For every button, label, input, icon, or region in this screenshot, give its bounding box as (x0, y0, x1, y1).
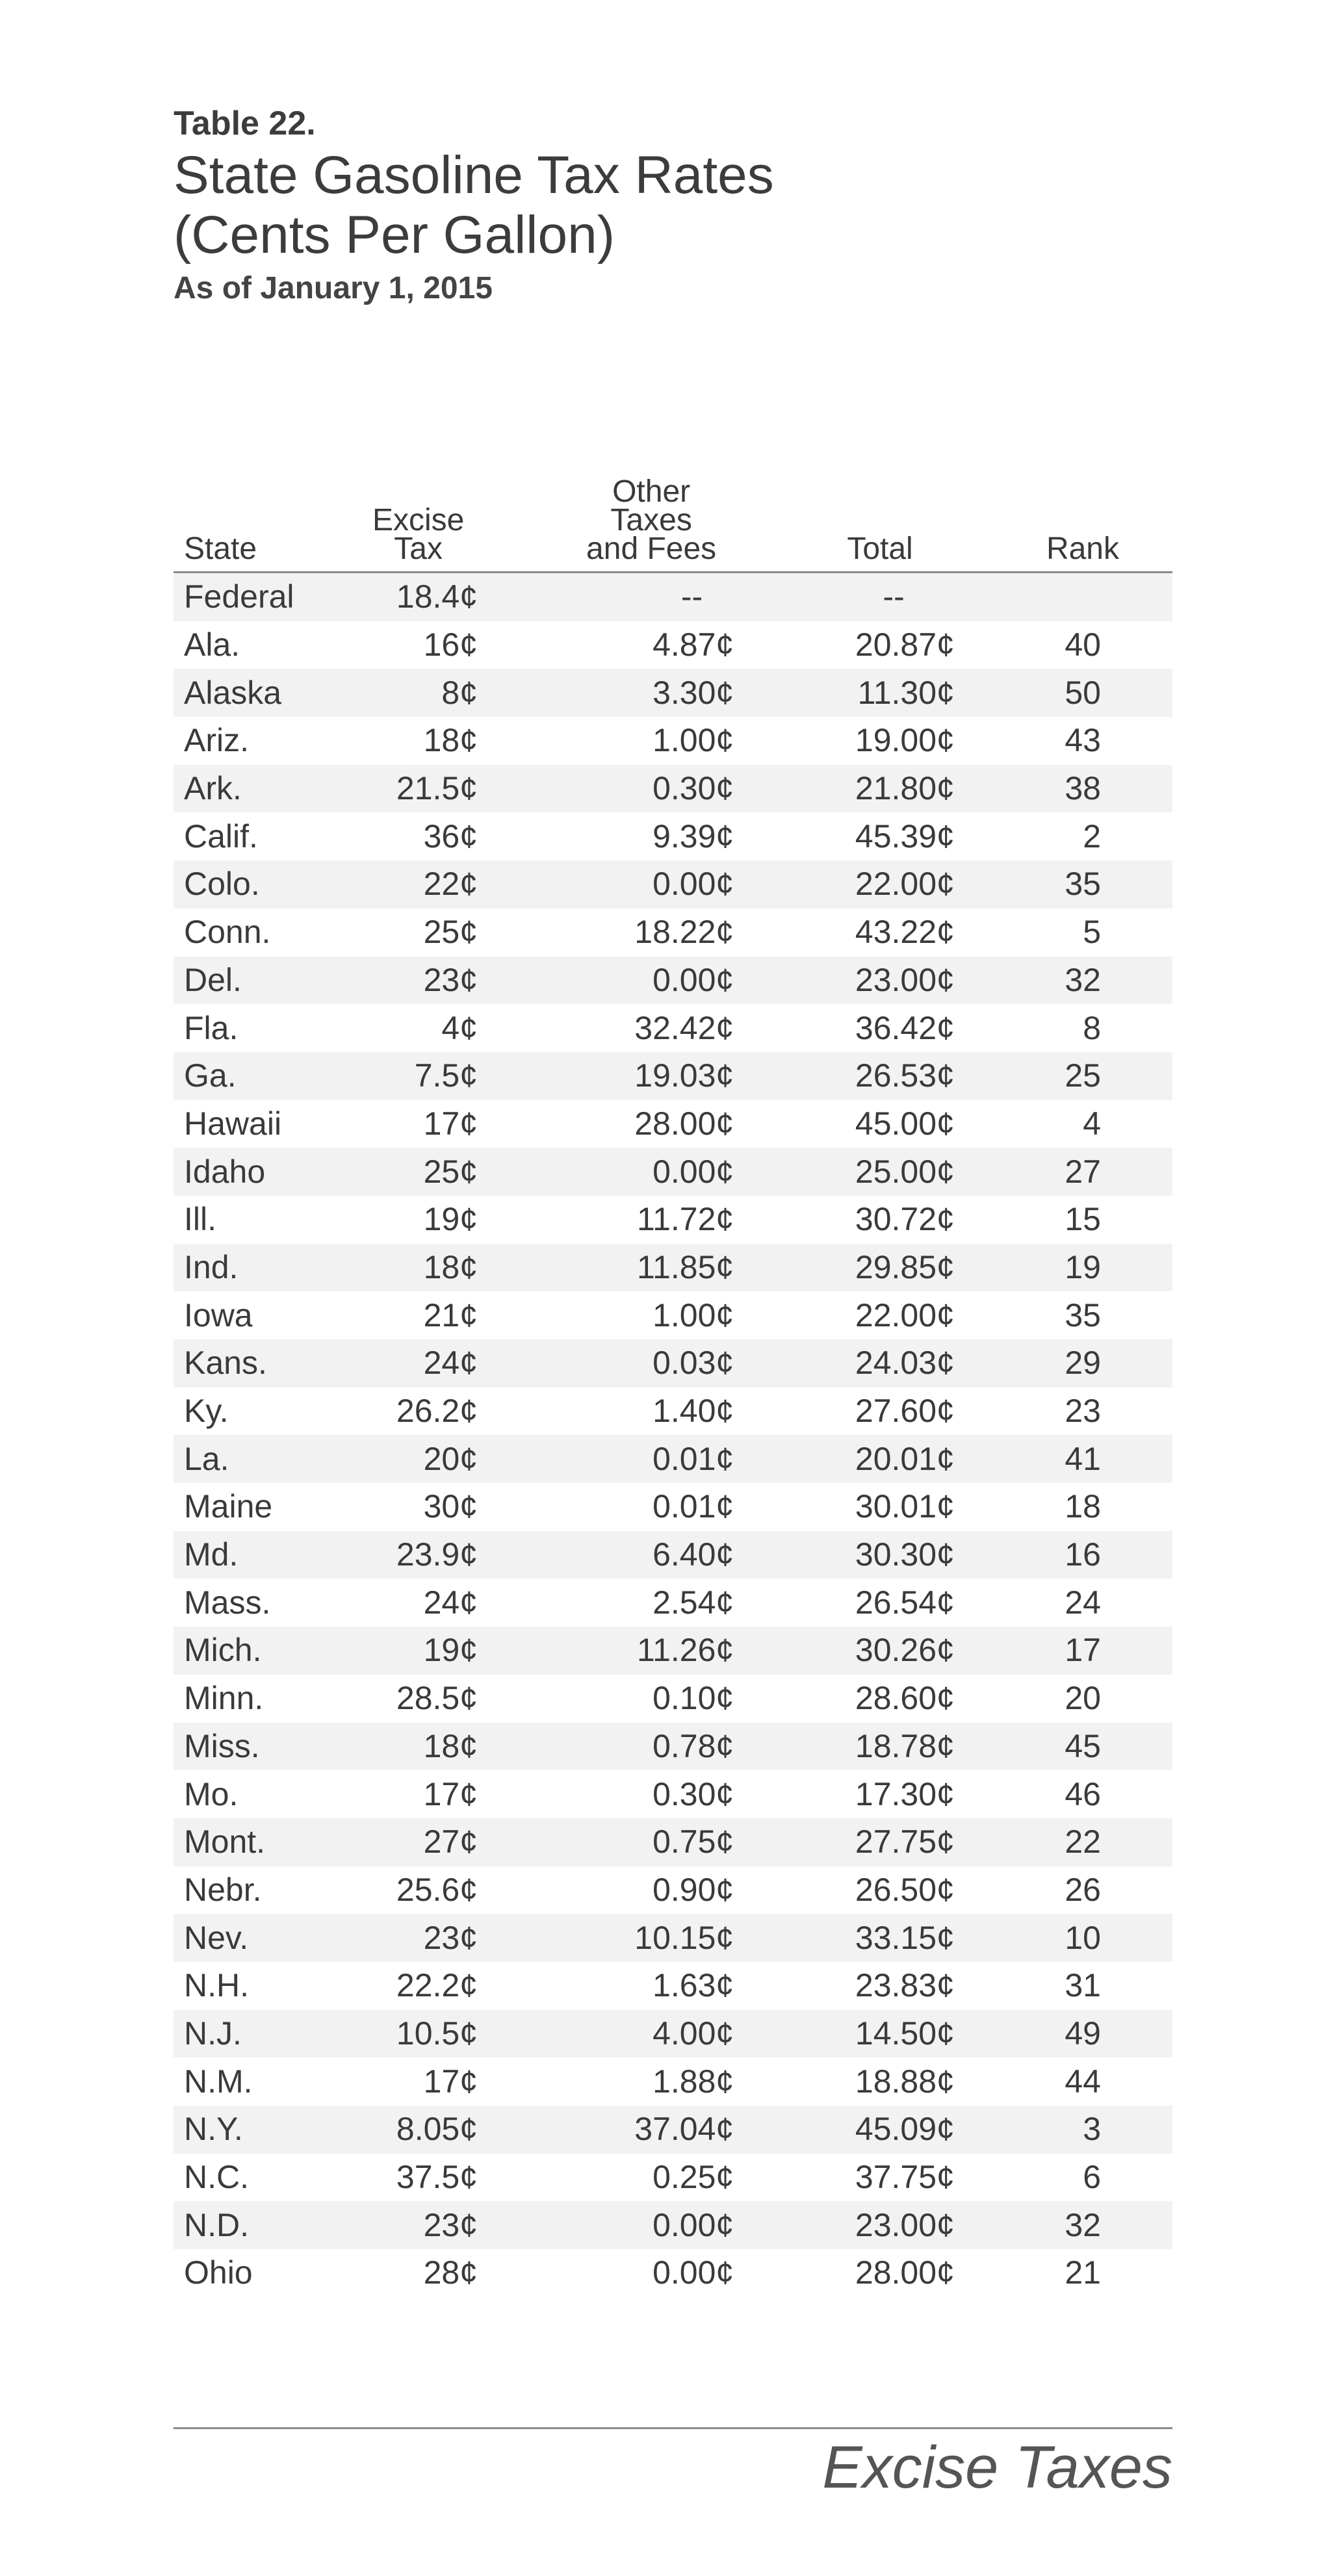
cell-state: Nebr. (184, 1871, 262, 1908)
cell-total: 14.50¢ (855, 2015, 955, 2052)
table-row (174, 1148, 1172, 1196)
cell-state: Conn. (184, 914, 271, 951)
cell-total: 28.60¢ (855, 1680, 955, 1717)
table-title-line2: (Cents Per Gallon) (174, 205, 615, 264)
table-row (174, 2106, 1172, 2154)
table-row (174, 2249, 1172, 2297)
cell-state: Ill. (184, 1201, 216, 1238)
table-row (174, 957, 1172, 1005)
cell-rank: 24 (1065, 1584, 1101, 1621)
cell-state: Mo. (184, 1775, 239, 1812)
table-row (174, 908, 1172, 957)
cell-excise-tax: 23¢ (423, 2206, 478, 2243)
cell-total: 19.00¢ (855, 722, 955, 759)
cell-other-taxes: 1.00¢ (653, 722, 734, 759)
cell-other-taxes: 37.04¢ (634, 2111, 734, 2148)
cell-other-taxes: -- (680, 578, 703, 615)
cell-state: Iowa (184, 1296, 253, 1333)
cell-state: Del. (184, 961, 242, 998)
cell-excise-tax: 18¢ (423, 1727, 478, 1764)
cell-excise-tax: 37.5¢ (396, 2159, 478, 2196)
cell-state: La. (184, 1440, 229, 1477)
cell-rank: 27 (1065, 1153, 1101, 1190)
cell-other-taxes: 4.87¢ (653, 626, 734, 663)
cell-rank: 41 (1065, 1440, 1101, 1477)
cell-rank: 40 (1065, 626, 1101, 663)
cell-other-taxes: 10.15¢ (634, 1919, 734, 1956)
cell-total: 22.00¢ (855, 1296, 955, 1333)
cell-other-taxes: 1.88¢ (653, 2063, 734, 2100)
cell-rank: 35 (1065, 866, 1101, 903)
cell-excise-tax: 19¢ (423, 1632, 478, 1669)
cell-total: 20.87¢ (855, 626, 955, 663)
cell-total: 36.42¢ (855, 1009, 955, 1046)
cell-excise-tax: 23¢ (423, 961, 478, 998)
cell-excise-tax: 18.4¢ (396, 578, 478, 615)
cell-state: Calif. (184, 818, 258, 855)
cell-other-taxes: 11.85¢ (636, 1248, 734, 1285)
cell-other-taxes: 1.00¢ (653, 1296, 734, 1333)
cell-excise-tax: 10.5¢ (396, 2015, 478, 2052)
cell-state: N.M. (184, 2063, 253, 2100)
cell-other-taxes: 28.00¢ (634, 1105, 734, 1142)
cell-total: 45.39¢ (855, 818, 955, 855)
cell-total: 26.53¢ (855, 1057, 955, 1094)
table-subtitle: As of January 1, 2015 (174, 271, 493, 305)
cell-state: Ky. (184, 1393, 229, 1430)
cell-excise-tax: 19¢ (423, 1201, 478, 1238)
cell-other-taxes: 1.63¢ (653, 1967, 734, 2004)
cell-rank: 3 (1083, 2111, 1101, 2148)
cell-total: 18.88¢ (855, 2063, 955, 2100)
table-row (174, 573, 1172, 621)
table-row (174, 1004, 1172, 1052)
cell-total: 23.00¢ (855, 961, 955, 998)
cell-other-taxes: 1.40¢ (653, 1393, 734, 1430)
cell-state: Mich. (184, 1632, 262, 1669)
table-row (174, 1675, 1172, 1723)
table-row (174, 1100, 1172, 1148)
cell-total: 45.09¢ (855, 2111, 955, 2148)
cell-rank: 44 (1065, 2063, 1101, 2100)
cell-total: 11.30¢ (857, 674, 955, 711)
table-row (174, 812, 1172, 860)
cell-other-taxes: 0.01¢ (653, 1488, 734, 1525)
table-title (174, 146, 774, 265)
table-row (174, 2201, 1172, 2249)
cell-rank: 46 (1065, 1775, 1101, 1812)
cell-rank: 19 (1065, 1248, 1101, 1285)
cell-other-taxes: 0.10¢ (653, 1680, 734, 1717)
cell-rank: 15 (1065, 1201, 1101, 1238)
cell-rank: 8 (1083, 1009, 1101, 1046)
cell-rank: 10 (1065, 1919, 1101, 1956)
cell-state: N.Y. (184, 2111, 243, 2148)
cell-excise-tax: 30¢ (423, 1488, 478, 1525)
cell-rank: 32 (1065, 961, 1101, 998)
cell-excise-tax: 17¢ (423, 1105, 478, 1142)
cell-excise-tax: 22.2¢ (396, 1967, 478, 2004)
cell-other-taxes: 0.30¢ (653, 1775, 734, 1812)
cell-state: N.D. (184, 2206, 249, 2243)
table-row (174, 860, 1172, 908)
cell-total: 17.30¢ (855, 1775, 955, 1812)
cell-other-taxes: 4.00¢ (653, 2015, 734, 2052)
table-row (174, 2154, 1172, 2202)
cell-total: 27.60¢ (855, 1393, 955, 1430)
cell-excise-tax: 25¢ (423, 1153, 478, 1190)
cell-excise-tax: 28¢ (423, 2254, 478, 2291)
cell-other-taxes: 0.03¢ (653, 1345, 734, 1382)
table-row (174, 1435, 1172, 1483)
cell-rank: 32 (1065, 2206, 1101, 2243)
cell-excise-tax: 4¢ (441, 1009, 478, 1046)
cell-other-taxes: 0.00¢ (653, 2254, 734, 2291)
cell-rank: 2 (1083, 818, 1101, 855)
table-row (174, 621, 1172, 669)
table-row (174, 1339, 1172, 1387)
table-number: Table 22. (174, 105, 316, 142)
cell-state: N.C. (184, 2159, 249, 2196)
cell-total: 22.00¢ (855, 866, 955, 903)
cell-rank: 18 (1065, 1488, 1101, 1525)
cell-total: 37.75¢ (855, 2159, 955, 2196)
cell-state: Ohio (184, 2254, 253, 2291)
cell-state: Hawaii (184, 1105, 282, 1142)
cell-other-taxes: 0.01¢ (653, 1440, 734, 1477)
column-header-state: State (184, 532, 257, 566)
table-row (174, 1866, 1172, 1914)
cell-rank: 23 (1065, 1393, 1101, 1430)
cell-rank: 5 (1083, 914, 1101, 951)
cell-total: 45.00¢ (855, 1105, 955, 1142)
cell-excise-tax: 8¢ (441, 674, 478, 711)
cell-total: -- (883, 578, 905, 615)
table-row (174, 1387, 1172, 1436)
column-header-other-line2: and Fees (586, 532, 717, 566)
cell-state: Mass. (184, 1584, 271, 1621)
cell-excise-tax: 20¢ (423, 1440, 478, 1477)
cell-excise-tax: 25¢ (423, 914, 478, 951)
cell-state: Ind. (184, 1248, 239, 1285)
cell-excise-tax: 18¢ (423, 722, 478, 759)
cell-other-taxes: 0.00¢ (653, 866, 734, 903)
cell-rank: 21 (1065, 2254, 1101, 2291)
cell-other-taxes: 9.39¢ (653, 818, 734, 855)
table-row (174, 1770, 1172, 1818)
cell-total: 30.26¢ (855, 1632, 955, 1669)
cell-excise-tax: 22¢ (423, 866, 478, 903)
cell-total: 28.00¢ (855, 2254, 955, 2291)
cell-rank: 25 (1065, 1057, 1101, 1094)
cell-state: Ga. (184, 1057, 237, 1094)
cell-total: 29.85¢ (855, 1248, 955, 1285)
cell-other-taxes: 11.26¢ (636, 1632, 734, 1669)
cell-excise-tax: 24¢ (423, 1584, 478, 1621)
column-header-excise-tax: Excise Tax (372, 503, 465, 566)
cell-excise-tax: 16¢ (423, 626, 478, 663)
cell-rank (955, 573, 1172, 621)
cell-state: Ala. (184, 626, 240, 663)
cell-other-taxes: 18.22¢ (634, 914, 734, 951)
table-body (174, 573, 1172, 2297)
cell-rank: 50 (1065, 674, 1101, 711)
cell-total: 26.54¢ (855, 1584, 955, 1621)
cell-excise-tax: 21.5¢ (396, 770, 478, 807)
table-header (174, 104, 774, 307)
gasoline-tax-table (174, 474, 1172, 2297)
cell-rank: 45 (1065, 1727, 1101, 1764)
cell-total: 43.22¢ (855, 914, 955, 951)
cell-excise-tax: 23¢ (423, 1919, 478, 1956)
cell-total: 27.75¢ (855, 1823, 955, 1861)
column-header-rank: Rank (1046, 532, 1119, 566)
cell-total: 21.80¢ (855, 770, 955, 807)
cell-other-taxes: 0.75¢ (653, 1823, 734, 1861)
table-row (174, 1052, 1172, 1100)
cell-state: Ariz. (184, 722, 249, 759)
cell-excise-tax: 18¢ (423, 1248, 478, 1285)
table-row (174, 1723, 1172, 1771)
cell-rank: 16 (1065, 1536, 1101, 1573)
cell-state: Alaska (184, 674, 282, 711)
table-row (174, 1962, 1172, 2010)
table-title-line1: State Gasoline Tax Rates (174, 146, 774, 205)
cell-rank: 35 (1065, 1296, 1101, 1333)
cell-other-taxes: 0.00¢ (653, 961, 734, 998)
cell-rank: 38 (1065, 770, 1101, 807)
cell-rank: 6 (1083, 2159, 1101, 2196)
cell-total: 23.83¢ (855, 1967, 955, 2004)
cell-other-taxes: 0.30¢ (653, 770, 734, 807)
cell-state: Ark. (184, 770, 242, 807)
cell-other-taxes: 6.40¢ (653, 1536, 734, 1573)
cell-other-taxes: 0.25¢ (653, 2159, 734, 2196)
table-row (174, 1196, 1172, 1244)
table-row (174, 1578, 1172, 1627)
cell-rank: 20 (1065, 1680, 1101, 1717)
cell-total: 23.00¢ (855, 2206, 955, 2243)
table-row (174, 1627, 1172, 1675)
cell-excise-tax: 21¢ (423, 1296, 478, 1333)
cell-rank: 29 (1065, 1345, 1101, 1382)
cell-total: 20.01¢ (855, 1440, 955, 1477)
cell-excise-tax: 23.9¢ (396, 1536, 478, 1573)
cell-state: Md. (184, 1536, 239, 1573)
cell-total: 24.03¢ (855, 1345, 955, 1382)
cell-total: 30.01¢ (855, 1488, 955, 1525)
cell-other-taxes: 0.00¢ (653, 2206, 734, 2243)
table-row (174, 669, 1172, 717)
table-row (174, 1818, 1172, 1866)
cell-rank: 31 (1065, 1967, 1101, 2004)
cell-excise-tax: 27¢ (423, 1823, 478, 1861)
cell-excise-tax: 25.6¢ (396, 1871, 478, 1908)
cell-rank: 4 (1083, 1105, 1101, 1142)
cell-other-taxes: 0.00¢ (653, 1153, 734, 1190)
cell-rank: 17 (1065, 1632, 1101, 1669)
cell-excise-tax: 17¢ (423, 1775, 478, 1812)
cell-total: 33.15¢ (855, 1919, 955, 1956)
table-row (174, 2010, 1172, 2058)
cell-other-taxes: 0.78¢ (653, 1727, 734, 1764)
cell-total: 30.72¢ (855, 1201, 955, 1238)
table-header-row (174, 478, 1172, 573)
cell-state: Colo. (184, 866, 260, 903)
cell-state: N.H. (184, 1967, 249, 2004)
column-header-total: Total (847, 532, 913, 566)
cell-rank: 49 (1065, 2015, 1101, 2052)
column-header-other-taxes (478, 474, 734, 573)
cell-state: Minn. (184, 1680, 264, 1717)
cell-state: Miss. (184, 1727, 260, 1764)
cell-excise-tax: 8.05¢ (396, 2111, 478, 2148)
cell-excise-tax: 7.5¢ (414, 1057, 478, 1094)
table-row (174, 2057, 1172, 2106)
cell-total: 25.00¢ (855, 1153, 955, 1190)
cell-total: 26.50¢ (855, 1871, 955, 1908)
table-row (174, 717, 1172, 765)
cell-rank: 22 (1065, 1823, 1101, 1861)
cell-rank: 26 (1065, 1871, 1101, 1908)
cell-state: N.J. (184, 2015, 242, 2052)
table-row (174, 1244, 1172, 1292)
section-label: Excise Taxes (822, 2434, 1172, 2501)
cell-rank: 43 (1065, 722, 1101, 759)
cell-other-taxes: 2.54¢ (653, 1584, 734, 1621)
table-row (174, 1914, 1172, 1962)
cell-excise-tax: 28.5¢ (396, 1680, 478, 1717)
cell-excise-tax: 17¢ (423, 2063, 478, 2100)
cell-other-taxes: 0.90¢ (653, 1871, 734, 1908)
cell-total: 18.78¢ (855, 1727, 955, 1764)
cell-state: Maine (184, 1488, 273, 1525)
cell-total: 30.30¢ (855, 1536, 955, 1573)
cell-other-taxes: 3.30¢ (653, 674, 734, 711)
table-row (174, 765, 1172, 813)
cell-excise-tax: 24¢ (423, 1345, 478, 1382)
cell-state: Mont. (184, 1823, 266, 1861)
cell-excise-tax: 26.2¢ (396, 1393, 478, 1430)
table-row (174, 1291, 1172, 1339)
cell-other-taxes: 32.42¢ (634, 1009, 734, 1046)
cell-state: Federal (184, 578, 294, 615)
column-header-other-line1: Other Taxes (610, 474, 692, 537)
cell-excise-tax: 36¢ (423, 818, 478, 855)
table-row (174, 1531, 1172, 1579)
cell-state: Kans. (184, 1345, 267, 1382)
cell-other-taxes: 19.03¢ (634, 1057, 734, 1094)
cell-state: Idaho (184, 1153, 266, 1190)
table-row (174, 1483, 1172, 1531)
footer-divider (174, 2427, 1172, 2429)
cell-state: Fla. (184, 1009, 239, 1046)
cell-other-taxes: 11.72¢ (636, 1201, 734, 1238)
cell-state: Nev. (184, 1919, 249, 1956)
